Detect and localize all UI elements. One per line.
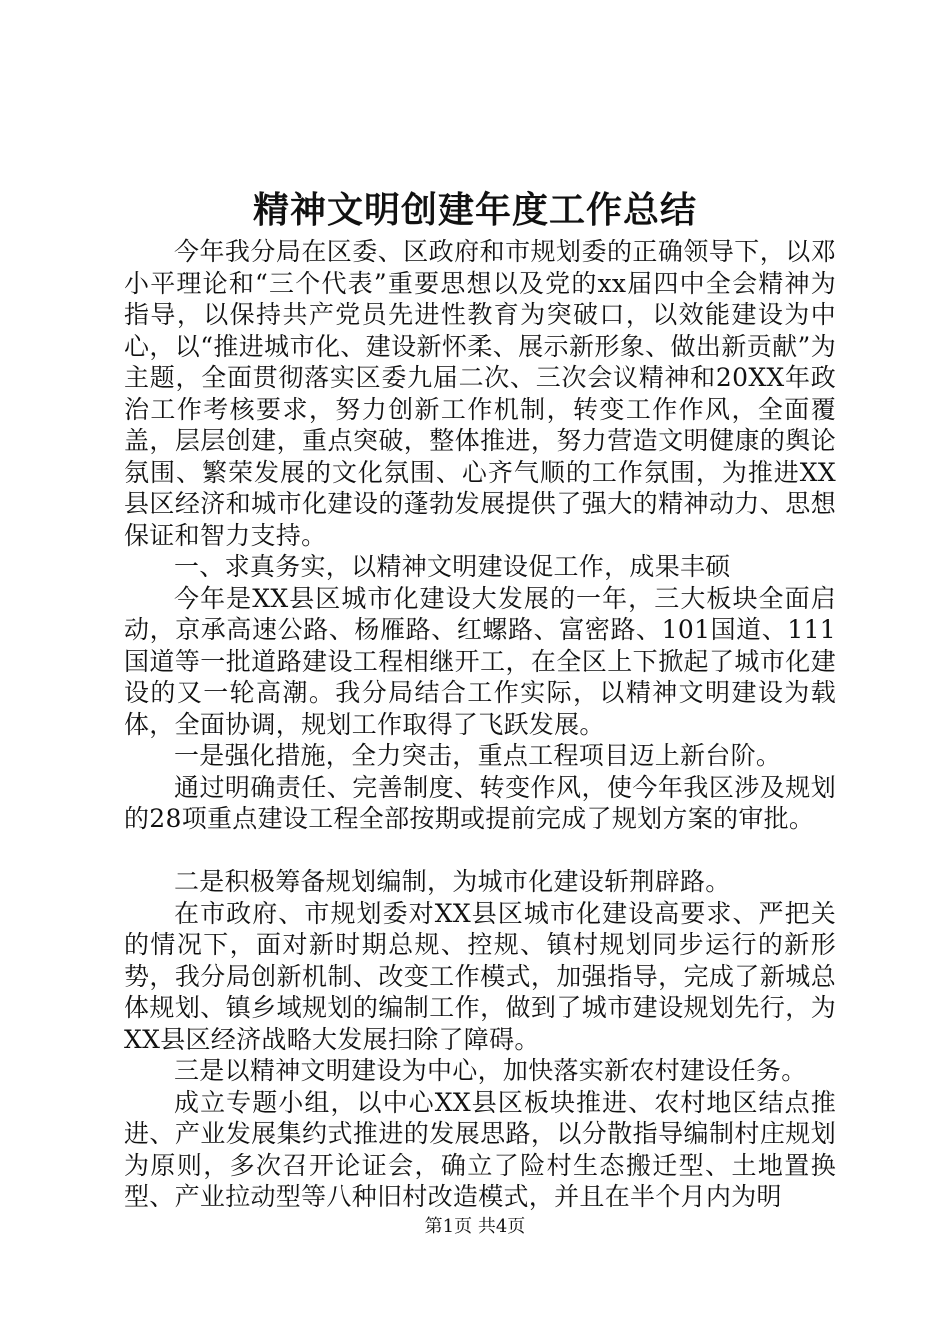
paragraph-subheading-2: 在市政府、市规划委对XX县区城市化建设高要求、严把关的情况下，面对新时期总规、控规、镇村规划同步运行的新形势，我分局创新机制、改变工作模式，加强指导，完成了新城总体规划、镇乡域规划的编制工作，做到了城市建设规划先行，为XX县区经济战略大发展扫除了障碍。 [124,898,836,1054]
subheading-3: 三是以精神文明建设为中心，加快落实新农村建设任务。 [174,1056,807,1085]
page-footer: 第1页 共4页 [424,1216,526,1237]
paragraph-subheading-3: 成立专题小组，以中心XX县区板块推进、农村地区结点推进、产业发展集约式推进的发展思路，以分散指导编制村庄规划为原则，多次召开论证会，确立了险村生态搬迁型、土地置换型、产业拉动型等八种旧村改造模式，并且在半个月内为明 [124,1087,836,1211]
section-heading-1: 一、求真务实，以精神文明建设促工作，成果丰硕 [174,552,731,581]
paragraph-intro: 今年我分局在区委、区政府和市规划委的正确领导下，以邓小平理论和“三个代表”重要思想以及党的xx届四中全会精神为指导，以保持共产党员先进性教育为突破口，以效能建设为中心，以“推进城市化、建设新怀柔、展示新形象、做出新贡献”为主题，全面贯彻落实区委九届二次、三次会议精神和20XX年政治工作考核要求，努力创新工作机制，转变工作作风，全面覆盖，层层创建，重点突破，整体推进，努力营造文明健康的舆论氛围、繁荣发展的文化氛围、心齐气顺的工作氛围，为推进XX县区经济和城市化建设的蓬勃发展提供了强大的精神动力、思想保证和智力支持。 [124,237,836,550]
document-title: 精神文明创建年度工作总结 [252,189,697,231]
document-body [124,236,836,1213]
subheading-1: 一是强化措施，全力突击，重点工程项目迈上新台阶。 [174,741,782,770]
paragraph-section-1: 今年是XX县区城市化建设大发展的一年，三大板块全面启动，京承高速公路、杨雁路、红螺路、富密路、101国道、111国道等一批道路建设工程相继开工，在全区上下掀起了城市化建设的又一轮高潮。我分局结合工作实际，以精神文明建设为载体，全面协调，规划工作取得了飞跃发展。 [124,583,836,739]
paragraph-subheading-1: 通过明确责任、完善制度、转变作风，使今年我区涉及规划的28项重点建设工程全部按期或提前完成了规划方案的审批。 [124,772,836,833]
subheading-2: 二是积极筹备规划编制，为城市化建设斩荆辟路。 [174,867,731,896]
